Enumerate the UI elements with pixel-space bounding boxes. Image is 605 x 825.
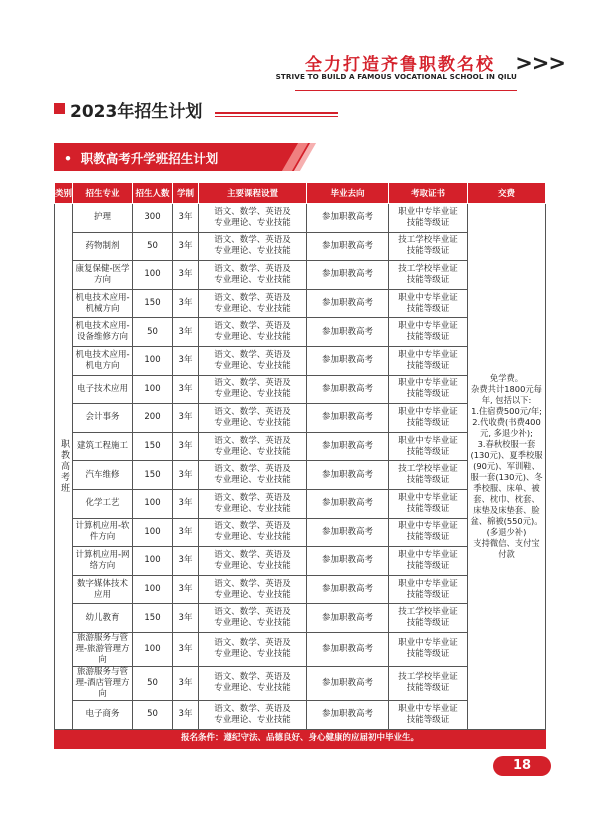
course-cell xyxy=(199,404,307,433)
count-cell: 200 xyxy=(133,404,173,433)
fee-line: 2.代收费(书费400元, 多退少补); xyxy=(472,416,541,438)
major-cell: 药物制剂 xyxy=(73,232,133,261)
chevron-right-icon: >>> xyxy=(515,51,565,75)
major-cell: 汽车维修 xyxy=(73,461,133,490)
cert-line: 职业中专毕业证 xyxy=(398,549,458,560)
section-underline-thin xyxy=(215,116,338,117)
cert-line: 职业中专毕业证 xyxy=(398,206,458,217)
fee-line: 3.春秋校服一套(130元)、夏季校服(90元)、军训鞋、服一套(130元)、冬季校服、床单、被套、枕巾、枕套、床垫及床垫套、脸盆、棉被(550元)。 xyxy=(470,438,543,526)
cert-line: 技工学校毕业证 xyxy=(398,672,458,683)
years-cell: 3年 xyxy=(173,232,199,261)
section-underline xyxy=(215,112,338,114)
column-header: 主要课程设置 xyxy=(199,183,307,204)
years-cell: 3年 xyxy=(173,666,199,700)
years-cell: 3年 xyxy=(173,461,199,490)
count-cell: 100 xyxy=(133,575,173,604)
subsection-title-text: 职教高考升学班招生计划 xyxy=(80,151,219,166)
major-cell: 建筑工程施工 xyxy=(73,432,133,461)
column-header: 类别 xyxy=(55,183,73,204)
course-cell xyxy=(199,489,307,518)
major-cell: 计算机应用-软件方向 xyxy=(73,518,133,547)
page-number: 18 xyxy=(493,756,551,776)
count-cell: 300 xyxy=(133,204,173,233)
major-cell: 康复保健-医学方向 xyxy=(73,261,133,290)
course-line: 专业理论、专业技能 xyxy=(214,560,291,571)
course-line: 语文、数学、英语及 xyxy=(214,292,291,303)
destination-cell: 参加职教高考 xyxy=(307,404,389,433)
course-line: 语文、数学、英语及 xyxy=(214,235,291,246)
years-cell: 3年 xyxy=(173,632,199,666)
category-cell: 职教高考班 xyxy=(55,204,73,730)
course-line: 语文、数学、英语及 xyxy=(214,578,291,589)
cert-line: 技能等级证 xyxy=(406,503,450,514)
years-cell: 3年 xyxy=(173,204,199,233)
course-line: 专业理论、专业技能 xyxy=(214,589,291,600)
course-cell xyxy=(199,461,307,490)
section-title: 2023年招生计划 xyxy=(70,102,203,122)
table-footer-row xyxy=(55,729,546,748)
fee-line: 支持微信、支付宝付款 xyxy=(473,537,540,559)
certificate-cell xyxy=(389,432,468,461)
course-line: 语文、数学、英语及 xyxy=(214,349,291,360)
course-line: 专业理论、专业技能 xyxy=(214,389,291,400)
course-line: 专业理论、专业技能 xyxy=(214,532,291,543)
certificate-cell xyxy=(389,604,468,633)
years-cell: 3年 xyxy=(173,547,199,576)
count-cell: 150 xyxy=(133,432,173,461)
destination-cell: 参加职教高考 xyxy=(307,489,389,518)
fee-line: (多退少补) xyxy=(486,526,527,537)
cert-line: 技能等级证 xyxy=(406,246,450,257)
course-line: 专业理论、专业技能 xyxy=(214,360,291,371)
cert-line: 职业中专毕业证 xyxy=(398,292,458,303)
certificate-cell xyxy=(389,346,468,375)
years-cell: 3年 xyxy=(173,404,199,433)
course-cell xyxy=(199,346,307,375)
column-header: 考取证书 xyxy=(389,183,468,204)
certificate-cell xyxy=(389,575,468,604)
course-cell xyxy=(199,432,307,461)
cert-line: 职业中专毕业证 xyxy=(398,349,458,360)
count-cell: 50 xyxy=(133,666,173,700)
cert-line: 技能等级证 xyxy=(406,714,450,725)
column-header: 招生专业 xyxy=(73,183,133,204)
course-line: 专业理论、专业技能 xyxy=(214,246,291,257)
course-line: 专业理论、专业技能 xyxy=(214,417,291,428)
cert-line: 技能等级证 xyxy=(406,560,450,571)
subsection-title xyxy=(64,149,218,167)
course-line: 专业理论、专业技能 xyxy=(214,475,291,486)
destination-cell: 参加职教高考 xyxy=(307,432,389,461)
destination-cell: 参加职教高考 xyxy=(307,232,389,261)
years-cell: 3年 xyxy=(173,346,199,375)
fee-line: 免学费。 xyxy=(489,372,524,383)
cert-line: 职业中专毕业证 xyxy=(398,578,458,589)
course-cell xyxy=(199,700,307,729)
count-cell: 100 xyxy=(133,518,173,547)
destination-cell: 参加职教高考 xyxy=(307,318,389,347)
certificate-cell xyxy=(389,518,468,547)
fee-line: 1.住宿费500元/年; xyxy=(471,405,542,416)
course-line: 语文、数学、英语及 xyxy=(214,492,291,503)
count-cell: 100 xyxy=(133,547,173,576)
table-row xyxy=(55,204,546,233)
course-line: 专业理论、专业技能 xyxy=(214,503,291,514)
destination-cell: 参加职教高考 xyxy=(307,518,389,547)
count-cell: 150 xyxy=(133,604,173,633)
destination-cell: 参加职教高考 xyxy=(307,632,389,666)
years-cell: 3年 xyxy=(173,700,199,729)
destination-cell: 参加职教高考 xyxy=(307,575,389,604)
major-cell: 电子商务 xyxy=(73,700,133,729)
course-cell xyxy=(199,666,307,700)
course-cell xyxy=(199,604,307,633)
column-header: 学制 xyxy=(173,183,199,204)
destination-cell: 参加职教高考 xyxy=(307,346,389,375)
major-cell: 计算机应用-网络方向 xyxy=(73,547,133,576)
course-line: 语文、数学、英语及 xyxy=(214,206,291,217)
enrollment-table xyxy=(54,182,546,749)
course-line: 专业理论、专业技能 xyxy=(214,274,291,285)
count-cell: 50 xyxy=(133,700,173,729)
cert-line: 技能等级证 xyxy=(406,417,450,428)
column-header: 招生人数 xyxy=(133,183,173,204)
course-line: 专业理论、专业技能 xyxy=(214,303,291,314)
years-cell: 3年 xyxy=(173,489,199,518)
course-cell xyxy=(199,204,307,233)
course-cell xyxy=(199,575,307,604)
cert-line: 职业中专毕业证 xyxy=(398,378,458,389)
years-cell: 3年 xyxy=(173,261,199,290)
bullet-icon: • xyxy=(64,151,72,166)
course-cell xyxy=(199,318,307,347)
header-divider xyxy=(295,90,517,91)
cert-line: 技能等级证 xyxy=(406,683,450,694)
major-cell: 机电技术应用-机械方向 xyxy=(73,289,133,318)
cert-line: 技能等级证 xyxy=(406,475,450,486)
course-line: 语文、数学、英语及 xyxy=(214,378,291,389)
course-line: 语文、数学、英语及 xyxy=(214,607,291,618)
years-cell: 3年 xyxy=(173,375,199,404)
cert-line: 职业中专毕业证 xyxy=(398,703,458,714)
table-header-row xyxy=(55,183,546,204)
years-cell: 3年 xyxy=(173,575,199,604)
major-cell: 化学工艺 xyxy=(73,489,133,518)
course-line: 专业理论、专业技能 xyxy=(214,217,291,228)
cert-line: 技能等级证 xyxy=(406,532,450,543)
certificate-cell xyxy=(389,318,468,347)
destination-cell: 参加职教高考 xyxy=(307,547,389,576)
years-cell: 3年 xyxy=(173,432,199,461)
course-line: 专业理论、专业技能 xyxy=(214,649,291,660)
course-line: 专业理论、专业技能 xyxy=(214,446,291,457)
certificate-cell xyxy=(389,289,468,318)
cert-line: 技工学校毕业证 xyxy=(398,607,458,618)
course-cell xyxy=(199,518,307,547)
years-cell: 3年 xyxy=(173,604,199,633)
enrollment-requirements: 报名条件：遵纪守法、品德良好、身心健康的应届初中毕业生。 xyxy=(55,729,546,748)
certificate-cell xyxy=(389,232,468,261)
cert-line: 技能等级证 xyxy=(406,217,450,228)
certificate-cell xyxy=(389,547,468,576)
major-cell: 幼儿教育 xyxy=(73,604,133,633)
count-cell: 100 xyxy=(133,346,173,375)
cert-line: 职业中专毕业证 xyxy=(398,435,458,446)
cert-line: 职业中专毕业证 xyxy=(398,492,458,503)
course-line: 专业理论、专业技能 xyxy=(214,714,291,725)
cert-line: 职业中专毕业证 xyxy=(398,321,458,332)
destination-cell: 参加职教高考 xyxy=(307,700,389,729)
count-cell: 150 xyxy=(133,461,173,490)
course-line: 语文、数学、英语及 xyxy=(214,435,291,446)
destination-cell: 参加职教高考 xyxy=(307,375,389,404)
cert-line: 技工学校毕业证 xyxy=(398,263,458,274)
cert-line: 技能等级证 xyxy=(406,446,450,457)
column-header: 交费 xyxy=(468,183,546,204)
major-cell: 数字媒体技术应用 xyxy=(73,575,133,604)
cert-line: 技能等级证 xyxy=(406,389,450,400)
course-cell xyxy=(199,547,307,576)
course-line: 专业理论、专业技能 xyxy=(214,618,291,629)
brand-slogan-en: STRIVE TO BUILD A FAMOUS VOCATIONAL SCHOOL IN QILU xyxy=(275,72,517,81)
major-cell: 护理 xyxy=(73,204,133,233)
cert-line: 技工学校毕业证 xyxy=(398,235,458,246)
cert-line: 技能等级证 xyxy=(406,360,450,371)
course-line: 语文、数学、英语及 xyxy=(214,672,291,683)
certificate-cell xyxy=(389,261,468,290)
course-line: 语文、数学、英语及 xyxy=(214,321,291,332)
certificate-cell xyxy=(389,700,468,729)
cert-line: 职业中专毕业证 xyxy=(398,521,458,532)
course-line: 语文、数学、英语及 xyxy=(214,638,291,649)
count-cell: 100 xyxy=(133,375,173,404)
count-cell: 100 xyxy=(133,632,173,666)
cert-line: 技能等级证 xyxy=(406,303,450,314)
brand-slogan-cn: 全力打造齐鲁职教名校 xyxy=(305,55,495,75)
certificate-cell xyxy=(389,375,468,404)
cert-line: 技能等级证 xyxy=(406,274,450,285)
cert-line: 技能等级证 xyxy=(406,618,450,629)
certificate-cell xyxy=(389,204,468,233)
count-cell: 50 xyxy=(133,232,173,261)
years-cell: 3年 xyxy=(173,518,199,547)
square-bullet-icon xyxy=(54,103,65,114)
years-cell: 3年 xyxy=(173,289,199,318)
column-header: 毕业去向 xyxy=(307,183,389,204)
count-cell: 100 xyxy=(133,489,173,518)
course-line: 语文、数学、英语及 xyxy=(214,406,291,417)
major-cell: 旅游服务与管理-旅游管理方向 xyxy=(73,632,133,666)
destination-cell: 参加职教高考 xyxy=(307,204,389,233)
certificate-cell xyxy=(389,489,468,518)
cert-line: 技工学校毕业证 xyxy=(398,464,458,475)
course-line: 专业理论、专业技能 xyxy=(214,683,291,694)
course-line: 专业理论、专业技能 xyxy=(214,332,291,343)
destination-cell: 参加职教高考 xyxy=(307,461,389,490)
certificate-cell xyxy=(389,404,468,433)
certificate-cell xyxy=(389,666,468,700)
cert-line: 职业中专毕业证 xyxy=(398,406,458,417)
major-cell: 机电技术应用-设备维修方向 xyxy=(73,318,133,347)
certificate-cell xyxy=(389,632,468,666)
destination-cell: 参加职教高考 xyxy=(307,666,389,700)
fee-cell xyxy=(468,204,546,730)
course-cell xyxy=(199,232,307,261)
course-cell xyxy=(199,261,307,290)
major-cell: 会计事务 xyxy=(73,404,133,433)
cert-line: 技能等级证 xyxy=(406,649,450,660)
course-line: 语文、数学、英语及 xyxy=(214,464,291,475)
course-cell xyxy=(199,375,307,404)
years-cell: 3年 xyxy=(173,318,199,347)
course-cell xyxy=(199,289,307,318)
course-cell xyxy=(199,632,307,666)
destination-cell: 参加职教高考 xyxy=(307,261,389,290)
major-cell: 旅游服务与管理-酒店管理方向 xyxy=(73,666,133,700)
course-line: 语文、数学、英语及 xyxy=(214,703,291,714)
destination-cell: 参加职教高考 xyxy=(307,604,389,633)
count-cell: 100 xyxy=(133,261,173,290)
course-line: 语文、数学、英语及 xyxy=(214,521,291,532)
course-line: 语文、数学、英语及 xyxy=(214,549,291,560)
cert-line: 技能等级证 xyxy=(406,332,450,343)
count-cell: 150 xyxy=(133,289,173,318)
destination-cell: 参加职教高考 xyxy=(307,289,389,318)
course-line: 语文、数学、英语及 xyxy=(214,263,291,274)
certificate-cell xyxy=(389,461,468,490)
cert-line: 技能等级证 xyxy=(406,589,450,600)
fee-line: 杂费共计1800元每年, 包括以下: xyxy=(471,383,542,405)
count-cell: 50 xyxy=(133,318,173,347)
major-cell: 电子技术应用 xyxy=(73,375,133,404)
major-cell: 机电技术应用-机电方向 xyxy=(73,346,133,375)
cert-line: 职业中专毕业证 xyxy=(398,638,458,649)
